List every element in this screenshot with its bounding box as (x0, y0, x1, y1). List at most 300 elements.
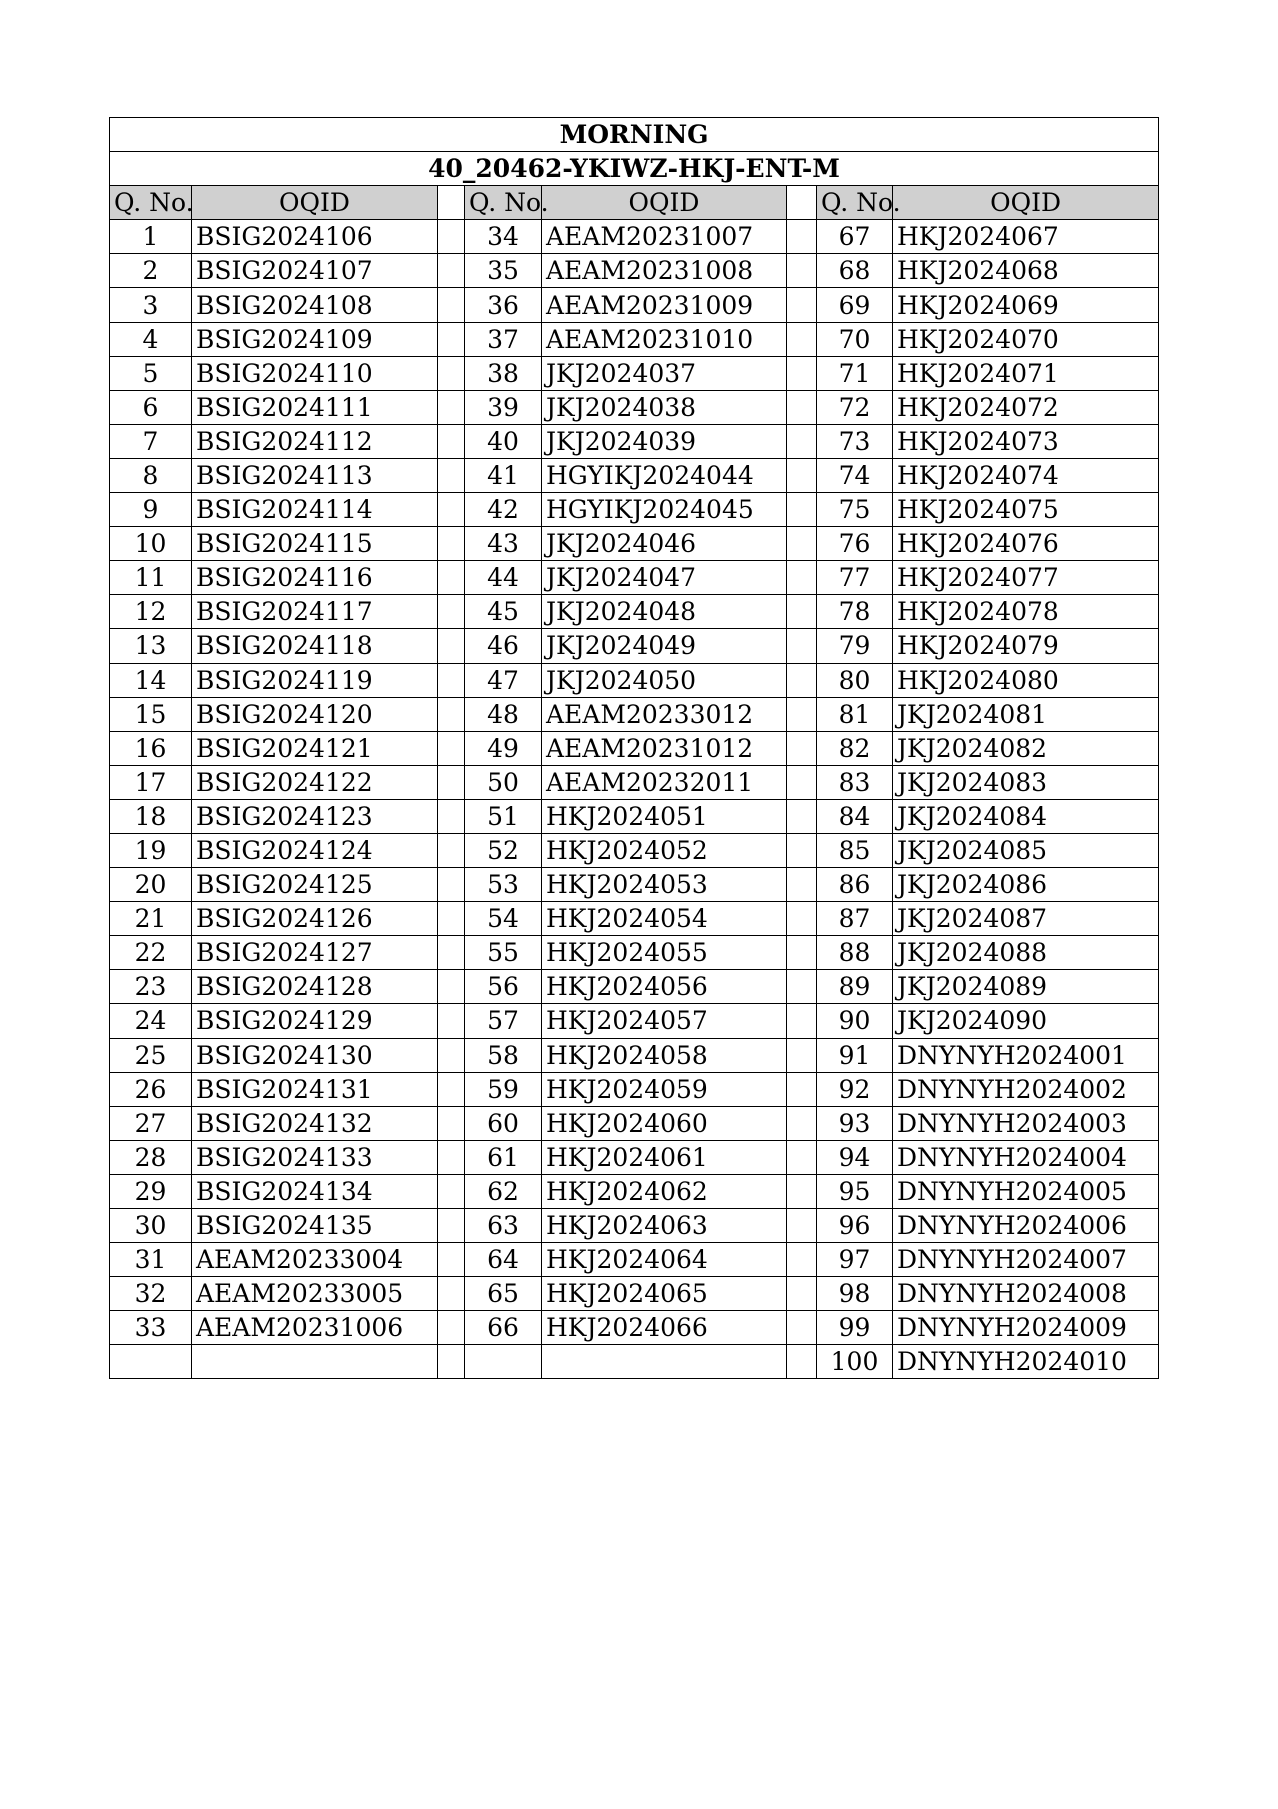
question-number: 49 (465, 731, 542, 765)
spacer-cell (787, 799, 817, 833)
oqid-value: JKJ2024046 (542, 527, 787, 561)
oqid-value: BSIG2024111 (192, 390, 438, 424)
oqid-value: JKJ2024088 (893, 936, 1159, 970)
oqid-value: BSIG2024126 (192, 902, 438, 936)
oqid-value: BSIG2024118 (192, 629, 438, 663)
oqid-value: BSIG2024132 (192, 1106, 438, 1140)
oqid-value: HKJ2024062 (542, 1174, 787, 1208)
oqid-value (542, 1345, 787, 1379)
table-row (110, 1140, 1159, 1174)
oqid-value: HKJ2024061 (542, 1140, 787, 1174)
oqid-value: HKJ2024056 (542, 970, 787, 1004)
question-number: 27 (110, 1106, 192, 1140)
sheet-title: MORNING (110, 118, 1159, 152)
oqid-table (109, 117, 1159, 1379)
spacer-cell (787, 970, 817, 1004)
oqid-value: BSIG2024117 (192, 595, 438, 629)
table-row (110, 833, 1159, 867)
spacer-cell (787, 322, 817, 356)
column-header-oqid: OQID (192, 186, 438, 220)
spacer-cell (787, 1277, 817, 1311)
question-number: 63 (465, 1209, 542, 1243)
question-number: 22 (110, 936, 192, 970)
spacer-cell (787, 561, 817, 595)
question-number: 66 (465, 1311, 542, 1345)
oqid-value: JKJ2024084 (893, 799, 1159, 833)
oqid-value: DNYNYH2024009 (893, 1311, 1159, 1345)
table-row (110, 493, 1159, 527)
question-number: 86 (817, 868, 893, 902)
sheet-subtitle: 40_20462-YKIWZ-HKJ-ENT-M (110, 152, 1159, 186)
question-number: 71 (817, 356, 893, 390)
question-number: 19 (110, 833, 192, 867)
question-number: 30 (110, 1209, 192, 1243)
spacer-cell (438, 936, 465, 970)
spacer-cell (438, 527, 465, 561)
oqid-value: BSIG2024119 (192, 663, 438, 697)
table-row (110, 288, 1159, 322)
oqid-value: BSIG2024108 (192, 288, 438, 322)
table-row (110, 697, 1159, 731)
question-number: 72 (817, 390, 893, 424)
spacer-cell (787, 1072, 817, 1106)
spacer-cell (438, 1209, 465, 1243)
oqid-value: JKJ2024085 (893, 833, 1159, 867)
table-row (110, 254, 1159, 288)
spacer-cell (438, 356, 465, 390)
oqid-value: JKJ2024081 (893, 697, 1159, 731)
question-number: 25 (110, 1038, 192, 1072)
question-number: 29 (110, 1174, 192, 1208)
spacer-cell (438, 458, 465, 492)
spacer-cell (787, 1174, 817, 1208)
spacer-cell (438, 288, 465, 322)
oqid-value: HKJ2024076 (893, 527, 1159, 561)
table-row (110, 629, 1159, 663)
subtitle-row (110, 152, 1159, 186)
spacer-cell (787, 868, 817, 902)
question-number: 57 (465, 1004, 542, 1038)
oqid-value: HKJ2024052 (542, 833, 787, 867)
spacer-cell (787, 458, 817, 492)
table-row (110, 765, 1159, 799)
table-row (110, 731, 1159, 765)
table-row (110, 1004, 1159, 1038)
spacer-cell (438, 561, 465, 595)
question-number: 12 (110, 595, 192, 629)
question-number: 45 (465, 595, 542, 629)
oqid-value: DNYNYH2024008 (893, 1277, 1159, 1311)
oqid-value: AEAM20231007 (542, 220, 787, 254)
oqid-value: HKJ2024053 (542, 868, 787, 902)
spacer-cell (438, 1072, 465, 1106)
oqid-value: JKJ2024048 (542, 595, 787, 629)
question-number: 41 (465, 458, 542, 492)
spacer-cell (438, 254, 465, 288)
oqid-value: HKJ2024051 (542, 799, 787, 833)
question-number: 59 (465, 1072, 542, 1106)
oqid-value: BSIG2024127 (192, 936, 438, 970)
table-row (110, 1038, 1159, 1072)
table-row (110, 322, 1159, 356)
spacer-cell (787, 1311, 817, 1345)
question-number: 65 (465, 1277, 542, 1311)
spacer-cell (787, 595, 817, 629)
oqid-value: HKJ2024055 (542, 936, 787, 970)
oqid-value: HKJ2024071 (893, 356, 1159, 390)
table-row (110, 220, 1159, 254)
question-number: 97 (817, 1243, 893, 1277)
oqid-value: BSIG2024133 (192, 1140, 438, 1174)
spacer-cell (438, 868, 465, 902)
question-number: 33 (110, 1311, 192, 1345)
question-number: 40 (465, 424, 542, 458)
oqid-value: HKJ2024075 (893, 493, 1159, 527)
spacer-cell (787, 220, 817, 254)
question-number: 18 (110, 799, 192, 833)
spacer-cell (438, 1311, 465, 1345)
question-number: 39 (465, 390, 542, 424)
table-row (110, 970, 1159, 1004)
oqid-value: BSIG2024122 (192, 765, 438, 799)
question-number: 4 (110, 322, 192, 356)
oqid-value: BSIG2024112 (192, 424, 438, 458)
question-number: 73 (817, 424, 893, 458)
question-number (465, 1345, 542, 1379)
question-number: 70 (817, 322, 893, 356)
question-number: 96 (817, 1209, 893, 1243)
spacer-cell (787, 765, 817, 799)
table-row (110, 1106, 1159, 1140)
title-row (110, 118, 1159, 152)
oqid-value: JKJ2024083 (893, 765, 1159, 799)
spacer-cell (787, 356, 817, 390)
oqid-value: JKJ2024082 (893, 731, 1159, 765)
oqid-value: BSIG2024131 (192, 1072, 438, 1106)
table-row (110, 936, 1159, 970)
table-row (110, 595, 1159, 629)
table-row (110, 1277, 1159, 1311)
question-number: 51 (465, 799, 542, 833)
spacer-cell (787, 1243, 817, 1277)
question-number (110, 1345, 192, 1379)
question-number: 56 (465, 970, 542, 1004)
oqid-value: AEAM20233012 (542, 697, 787, 731)
oqid-value: DNYNYH2024007 (893, 1243, 1159, 1277)
spacer-cell (438, 697, 465, 731)
oqid-value: BSIG2024114 (192, 493, 438, 527)
oqid-value: HKJ2024063 (542, 1209, 787, 1243)
question-number: 17 (110, 765, 192, 799)
spacer-cell (787, 527, 817, 561)
question-number: 6 (110, 390, 192, 424)
oqid-value: HKJ2024064 (542, 1243, 787, 1277)
oqid-value: HGYIKJ2024044 (542, 458, 787, 492)
column-header-row (110, 186, 1159, 220)
table-row (110, 390, 1159, 424)
oqid-value: BSIG2024116 (192, 561, 438, 595)
oqid-value: JKJ2024090 (893, 1004, 1159, 1038)
column-header-qno: Q. No. (817, 186, 893, 220)
oqid-value: AEAM20231010 (542, 322, 787, 356)
oqid-value: AEAM20231008 (542, 254, 787, 288)
spacer-cell (438, 731, 465, 765)
question-number: 24 (110, 1004, 192, 1038)
spacer-cell (438, 1106, 465, 1140)
question-number: 83 (817, 765, 893, 799)
question-number: 53 (465, 868, 542, 902)
oqid-value: BSIG2024129 (192, 1004, 438, 1038)
spacer-cell (438, 629, 465, 663)
question-number: 10 (110, 527, 192, 561)
question-number: 75 (817, 493, 893, 527)
question-number: 52 (465, 833, 542, 867)
table-row (110, 902, 1159, 936)
question-number: 77 (817, 561, 893, 595)
spacer-cell (787, 288, 817, 322)
spacer-cell (438, 1038, 465, 1072)
spacer-cell (787, 697, 817, 731)
table-row (110, 799, 1159, 833)
oqid-value: DNYNYH2024002 (893, 1072, 1159, 1106)
question-number: 44 (465, 561, 542, 595)
oqid-value: HKJ2024068 (893, 254, 1159, 288)
table-row (110, 1345, 1159, 1379)
question-number: 1 (110, 220, 192, 254)
spacer-cell (438, 765, 465, 799)
oqid-value: DNYNYH2024005 (893, 1174, 1159, 1208)
oqid-value: JKJ2024087 (893, 902, 1159, 936)
question-number: 60 (465, 1106, 542, 1140)
oqid-value: BSIG2024124 (192, 833, 438, 867)
question-number: 91 (817, 1038, 893, 1072)
spacer-cell (438, 595, 465, 629)
spacer-cell (787, 186, 817, 220)
question-number: 99 (817, 1311, 893, 1345)
oqid-value: BSIG2024120 (192, 697, 438, 731)
spacer-cell (787, 902, 817, 936)
table-row (110, 356, 1159, 390)
oqid-value: JKJ2024037 (542, 356, 787, 390)
oqid-value: BSIG2024113 (192, 458, 438, 492)
oqid-value (192, 1345, 438, 1379)
oqid-value: JKJ2024047 (542, 561, 787, 595)
question-number: 89 (817, 970, 893, 1004)
oqid-value: AEAM20231012 (542, 731, 787, 765)
question-number: 34 (465, 220, 542, 254)
question-number: 54 (465, 902, 542, 936)
spacer-cell (438, 1243, 465, 1277)
spacer-cell (438, 663, 465, 697)
question-number: 85 (817, 833, 893, 867)
table-body (110, 220, 1159, 1379)
question-number: 42 (465, 493, 542, 527)
question-number: 43 (465, 527, 542, 561)
oqid-value: HKJ2024079 (893, 629, 1159, 663)
question-number: 16 (110, 731, 192, 765)
question-number: 28 (110, 1140, 192, 1174)
column-header-oqid: OQID (893, 186, 1159, 220)
question-number: 82 (817, 731, 893, 765)
question-number: 50 (465, 765, 542, 799)
oqid-value: HKJ2024078 (893, 595, 1159, 629)
oqid-value: AEAM20231006 (192, 1311, 438, 1345)
spacer-cell (438, 493, 465, 527)
question-number: 35 (465, 254, 542, 288)
question-number: 78 (817, 595, 893, 629)
oqid-value: BSIG2024107 (192, 254, 438, 288)
oqid-value: HKJ2024077 (893, 561, 1159, 595)
oqid-value: HKJ2024066 (542, 1311, 787, 1345)
question-number: 5 (110, 356, 192, 390)
oqid-value: BSIG2024123 (192, 799, 438, 833)
oqid-value: BSIG2024135 (192, 1209, 438, 1243)
question-number: 13 (110, 629, 192, 663)
question-number: 55 (465, 936, 542, 970)
question-number: 67 (817, 220, 893, 254)
table-row (110, 1072, 1159, 1106)
oqid-value: BSIG2024130 (192, 1038, 438, 1072)
question-number: 92 (817, 1072, 893, 1106)
question-number: 21 (110, 902, 192, 936)
spacer-cell (787, 731, 817, 765)
spacer-cell (438, 1140, 465, 1174)
table-row (110, 1311, 1159, 1345)
oqid-value: BSIG2024121 (192, 731, 438, 765)
spacer-cell (438, 1174, 465, 1208)
spacer-cell (787, 1209, 817, 1243)
table-row (110, 561, 1159, 595)
spacer-cell (438, 220, 465, 254)
table-row (110, 424, 1159, 458)
question-number: 61 (465, 1140, 542, 1174)
spacer-cell (787, 493, 817, 527)
spacer-cell (787, 390, 817, 424)
question-number: 15 (110, 697, 192, 731)
table-row (110, 1174, 1159, 1208)
spacer-cell (787, 1140, 817, 1174)
column-header-qno: Q. No. (110, 186, 192, 220)
spacer-cell (438, 1277, 465, 1311)
oqid-value: AEAM20233005 (192, 1277, 438, 1311)
table-row (110, 527, 1159, 561)
question-number: 38 (465, 356, 542, 390)
question-number: 37 (465, 322, 542, 356)
question-number: 32 (110, 1277, 192, 1311)
question-number: 31 (110, 1243, 192, 1277)
question-number: 14 (110, 663, 192, 697)
oqid-value: HKJ2024054 (542, 902, 787, 936)
spacer-cell (438, 322, 465, 356)
question-number: 23 (110, 970, 192, 1004)
oqid-value: JKJ2024089 (893, 970, 1159, 1004)
spacer-cell (438, 799, 465, 833)
question-number: 20 (110, 868, 192, 902)
oqid-value: HKJ2024069 (893, 288, 1159, 322)
question-number: 76 (817, 527, 893, 561)
question-number: 11 (110, 561, 192, 595)
question-number: 74 (817, 458, 893, 492)
oqid-value: HKJ2024067 (893, 220, 1159, 254)
column-header-oqid: OQID (542, 186, 787, 220)
table-row (110, 663, 1159, 697)
oqid-value: HKJ2024057 (542, 1004, 787, 1038)
oqid-value: BSIG2024115 (192, 527, 438, 561)
spacer-cell (787, 254, 817, 288)
question-number: 93 (817, 1106, 893, 1140)
question-number: 7 (110, 424, 192, 458)
question-number: 90 (817, 1004, 893, 1038)
spacer-cell (787, 1106, 817, 1140)
oqid-value: DNYNYH2024006 (893, 1209, 1159, 1243)
table-row (110, 868, 1159, 902)
question-number: 58 (465, 1038, 542, 1072)
oqid-value: HKJ2024072 (893, 390, 1159, 424)
question-number: 64 (465, 1243, 542, 1277)
question-number: 3 (110, 288, 192, 322)
oqid-value: HGYIKJ2024045 (542, 493, 787, 527)
question-number: 88 (817, 936, 893, 970)
oqid-value: AEAM20232011 (542, 765, 787, 799)
spacer-cell (787, 833, 817, 867)
spacer-cell (438, 390, 465, 424)
table-row (110, 1243, 1159, 1277)
oqid-value: BSIG2024109 (192, 322, 438, 356)
oqid-value: BSIG2024125 (192, 868, 438, 902)
oqid-value: DNYNYH2024003 (893, 1106, 1159, 1140)
question-number: 69 (817, 288, 893, 322)
question-number: 79 (817, 629, 893, 663)
table-row (110, 458, 1159, 492)
oqid-value: DNYNYH2024001 (893, 1038, 1159, 1072)
oqid-value: DNYNYH2024010 (893, 1345, 1159, 1379)
question-number: 62 (465, 1174, 542, 1208)
spacer-cell (787, 936, 817, 970)
spacer-cell (438, 902, 465, 936)
table-row (110, 1209, 1159, 1243)
oqid-value: HKJ2024059 (542, 1072, 787, 1106)
question-number: 8 (110, 458, 192, 492)
question-number: 47 (465, 663, 542, 697)
oqid-value: HKJ2024058 (542, 1038, 787, 1072)
question-number: 95 (817, 1174, 893, 1208)
oqid-value: JKJ2024086 (893, 868, 1159, 902)
spacer-cell (438, 424, 465, 458)
question-number: 68 (817, 254, 893, 288)
oqid-value: BSIG2024110 (192, 356, 438, 390)
spacer-cell (787, 424, 817, 458)
spacer-cell (438, 1004, 465, 1038)
question-number: 48 (465, 697, 542, 731)
column-header-qno: Q. No. (465, 186, 542, 220)
question-number: 9 (110, 493, 192, 527)
question-number: 84 (817, 799, 893, 833)
oqid-value: BSIG2024134 (192, 1174, 438, 1208)
spacer-cell (787, 1345, 817, 1379)
oqid-value: HKJ2024074 (893, 458, 1159, 492)
spacer-cell (787, 1038, 817, 1072)
oqid-value: AEAM20233004 (192, 1243, 438, 1277)
question-number: 36 (465, 288, 542, 322)
spacer-cell (438, 833, 465, 867)
spacer-cell (438, 1345, 465, 1379)
question-number: 81 (817, 697, 893, 731)
question-number: 87 (817, 902, 893, 936)
question-number: 100 (817, 1345, 893, 1379)
oqid-value: JKJ2024038 (542, 390, 787, 424)
oqid-value: HKJ2024065 (542, 1277, 787, 1311)
oqid-value: BSIG2024128 (192, 970, 438, 1004)
